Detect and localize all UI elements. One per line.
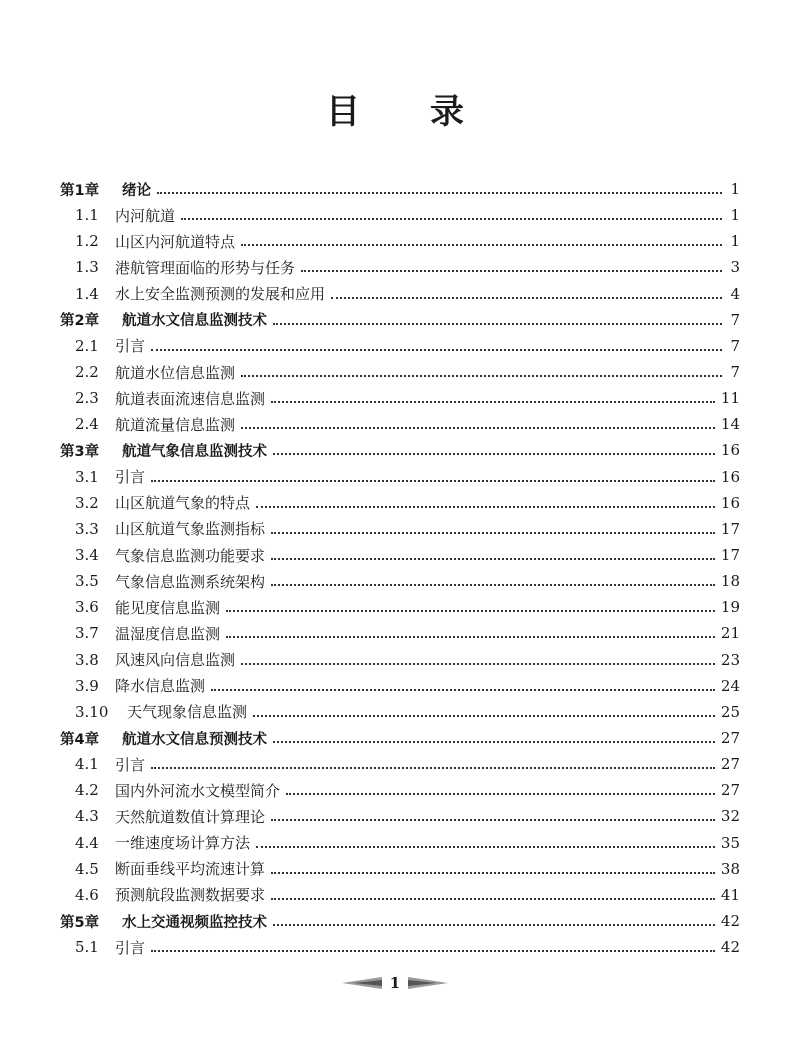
entry-title: 气象信息监测功能要求 bbox=[115, 546, 266, 565]
entry-page-number: 7 bbox=[730, 336, 740, 355]
entry-number: 4.3 bbox=[75, 807, 99, 826]
entry-title: 水上安全监测预测的发展和应用 bbox=[115, 285, 326, 304]
title-char: 录 bbox=[430, 92, 464, 132]
dot-leader bbox=[273, 323, 722, 325]
entry-title: 水上交通视频监控技术 bbox=[122, 914, 267, 931]
page-footer bbox=[0, 974, 790, 992]
entry-page-number: 38 bbox=[720, 859, 740, 878]
toc-section-entry bbox=[60, 777, 740, 803]
toc-section-entry bbox=[60, 568, 740, 594]
entry-number: 第2章 bbox=[60, 313, 100, 330]
toc-section-entry bbox=[60, 856, 740, 882]
dot-leader bbox=[331, 297, 722, 299]
entry-number: 第3章 bbox=[60, 443, 100, 460]
toc-section-entry bbox=[60, 490, 740, 516]
dot-leader bbox=[241, 244, 722, 246]
entry-page-number: 21 bbox=[720, 624, 740, 643]
entry-title: 引言 bbox=[115, 468, 146, 487]
toc-section-entry bbox=[60, 359, 740, 385]
entry-page-number: 16 bbox=[720, 493, 740, 512]
entry-page-number: 18 bbox=[720, 572, 740, 591]
entry-number: 2.3 bbox=[75, 389, 99, 408]
entry-page-number: 35 bbox=[720, 833, 740, 852]
entry-title: 天然航道数值计算理论 bbox=[115, 807, 266, 826]
dot-leader bbox=[301, 270, 722, 272]
entry-number: 3.10 bbox=[75, 702, 109, 721]
dot-leader bbox=[151, 950, 715, 952]
entry-number: 4.6 bbox=[75, 885, 99, 904]
dot-leader bbox=[226, 610, 715, 612]
dot-leader bbox=[271, 401, 715, 403]
entry-number: 1.3 bbox=[75, 258, 99, 277]
entry-page-number: 14 bbox=[720, 415, 740, 434]
toc-section-entry bbox=[60, 882, 740, 908]
title-char: 目 bbox=[326, 92, 360, 132]
left-arrow-ornament-icon bbox=[342, 976, 382, 990]
dot-leader bbox=[151, 480, 715, 482]
dot-leader bbox=[151, 349, 722, 351]
toc-section-entry bbox=[60, 830, 740, 856]
entry-page-number: 1 bbox=[730, 206, 740, 225]
entry-title: 国内外河流水文模型简介 bbox=[115, 781, 281, 800]
entry-title: 气象信息监测系统架构 bbox=[115, 572, 266, 591]
toc-chapter-entry bbox=[60, 725, 740, 751]
entry-title: 内河航道 bbox=[115, 206, 176, 225]
entry-page-number: 4 bbox=[730, 284, 740, 303]
toc-section-entry bbox=[60, 202, 740, 228]
dot-leader bbox=[271, 532, 715, 534]
entry-number: 3.2 bbox=[75, 493, 99, 512]
toc-section-entry bbox=[60, 803, 740, 829]
toc-section-entry bbox=[60, 464, 740, 490]
entry-number: 3.1 bbox=[75, 467, 99, 486]
entry-title: 能见度信息监测 bbox=[115, 598, 221, 617]
entry-title: 山区航道气象监测指标 bbox=[115, 520, 266, 539]
dot-leader bbox=[211, 689, 715, 691]
entry-title: 引言 bbox=[115, 337, 146, 356]
entry-number: 2.1 bbox=[75, 336, 99, 355]
entry-page-number: 27 bbox=[720, 755, 740, 774]
entry-page-number: 27 bbox=[720, 729, 740, 748]
entry-number: 3.8 bbox=[75, 650, 99, 669]
dot-leader bbox=[273, 924, 715, 926]
entry-title: 港航管理面临的形势与任务 bbox=[115, 258, 296, 277]
table-of-contents bbox=[60, 176, 740, 960]
entry-page-number: 25 bbox=[720, 702, 740, 721]
toc-section-entry bbox=[60, 254, 740, 280]
entry-page-number: 11 bbox=[720, 389, 740, 408]
entry-page-number: 23 bbox=[720, 650, 740, 669]
entry-number: 1.1 bbox=[75, 206, 99, 225]
toc-section-entry bbox=[60, 647, 740, 673]
entry-page-number: 17 bbox=[720, 546, 740, 565]
toc-section-entry bbox=[60, 228, 740, 254]
dot-leader bbox=[286, 793, 715, 795]
dot-leader bbox=[273, 741, 715, 743]
entry-number: 第5章 bbox=[60, 914, 100, 931]
entry-title: 引言 bbox=[115, 755, 146, 774]
entry-page-number: 42 bbox=[720, 938, 740, 957]
right-arrow-ornament-icon bbox=[408, 976, 448, 990]
entry-number: 4.5 bbox=[75, 859, 99, 878]
dot-leader bbox=[271, 558, 715, 560]
entry-page-number: 16 bbox=[720, 467, 740, 486]
entry-page-number: 3 bbox=[730, 258, 740, 277]
entry-number: 1.4 bbox=[75, 284, 99, 303]
entry-number: 4.1 bbox=[75, 755, 99, 774]
toc-section-entry bbox=[60, 673, 740, 699]
entry-title: 航道水文信息监测技术 bbox=[122, 313, 267, 330]
entry-title: 引言 bbox=[115, 938, 146, 957]
toc-chapter-entry bbox=[60, 307, 740, 333]
entry-number: 2.4 bbox=[75, 415, 99, 434]
entry-number: 5.1 bbox=[75, 938, 99, 957]
dot-leader bbox=[241, 663, 715, 665]
entry-number: 3.6 bbox=[75, 598, 99, 617]
toc-section-entry bbox=[60, 411, 740, 437]
entry-number: 3.5 bbox=[75, 572, 99, 591]
dot-leader bbox=[256, 506, 715, 508]
toc-section-entry bbox=[60, 751, 740, 777]
toc-section-entry bbox=[60, 594, 740, 620]
entry-number: 2.2 bbox=[75, 363, 99, 382]
dot-leader bbox=[181, 218, 722, 220]
dot-leader bbox=[271, 584, 715, 586]
toc-chapter-entry bbox=[60, 908, 740, 934]
toc-section-entry bbox=[60, 333, 740, 359]
entry-title: 航道水位信息监测 bbox=[115, 363, 236, 382]
entry-title: 航道表面流速信息监测 bbox=[115, 389, 266, 408]
entry-title: 航道流量信息监测 bbox=[115, 415, 236, 434]
dot-leader bbox=[151, 767, 715, 769]
page-title bbox=[0, 84, 790, 133]
toc-section-entry bbox=[60, 620, 740, 646]
toc-section-entry bbox=[60, 699, 740, 725]
toc-section-entry bbox=[60, 281, 740, 307]
dot-leader bbox=[271, 898, 715, 900]
entry-page-number: 19 bbox=[720, 598, 740, 617]
dot-leader bbox=[241, 427, 715, 429]
toc-section-entry bbox=[60, 542, 740, 568]
dot-leader bbox=[273, 453, 715, 455]
entry-number: 4.2 bbox=[75, 781, 99, 800]
dot-leader bbox=[253, 715, 715, 717]
dot-leader bbox=[226, 636, 715, 638]
entry-title: 预测航段监测数据要求 bbox=[115, 886, 266, 905]
entry-number: 3.9 bbox=[75, 676, 99, 695]
dot-leader bbox=[157, 192, 722, 194]
entry-page-number: 27 bbox=[720, 781, 740, 800]
entry-number: 第1章 bbox=[60, 182, 100, 199]
dot-leader bbox=[256, 846, 715, 848]
entry-page-number: 1 bbox=[730, 232, 740, 251]
dot-leader bbox=[241, 375, 722, 377]
entry-page-number: 7 bbox=[730, 310, 740, 329]
entry-title: 天气现象信息监测 bbox=[127, 703, 248, 722]
toc-section-entry bbox=[60, 934, 740, 960]
entry-title: 降水信息监测 bbox=[115, 677, 206, 696]
entry-page-number: 16 bbox=[720, 441, 740, 460]
toc-chapter-entry bbox=[60, 437, 740, 463]
entry-title: 山区航道气象的特点 bbox=[115, 494, 251, 513]
toc-chapter-entry bbox=[60, 176, 740, 202]
entry-title: 航道水文信息预测技术 bbox=[122, 731, 267, 748]
entry-page-number: 17 bbox=[720, 519, 740, 538]
dot-leader bbox=[271, 819, 715, 821]
entry-page-number: 42 bbox=[720, 912, 740, 930]
entry-title: 绪论 bbox=[122, 182, 151, 199]
entry-number: 3.4 bbox=[75, 546, 99, 565]
toc-section-entry bbox=[60, 385, 740, 411]
entry-number: 第4章 bbox=[60, 731, 100, 748]
entry-title: 一维速度场计算方法 bbox=[115, 834, 251, 853]
entry-page-number: 32 bbox=[720, 807, 740, 826]
entry-title: 温湿度信息监测 bbox=[115, 624, 221, 643]
entry-title: 风速风向信息监测 bbox=[115, 651, 236, 670]
entry-number: 3.3 bbox=[75, 519, 99, 538]
entry-number: 4.4 bbox=[75, 833, 99, 852]
entry-number: 3.7 bbox=[75, 624, 99, 643]
entry-page-number: 1 bbox=[730, 180, 740, 199]
entry-title: 山区内河航道特点 bbox=[115, 232, 236, 251]
entry-number: 1.2 bbox=[75, 232, 99, 251]
entry-page-number: 7 bbox=[730, 363, 740, 382]
dot-leader bbox=[271, 872, 715, 874]
toc-section-entry bbox=[60, 516, 740, 542]
entry-title: 航道气象信息监测技术 bbox=[122, 443, 267, 460]
page-number: 1 bbox=[389, 974, 401, 992]
entry-page-number: 41 bbox=[720, 885, 740, 904]
entry-page-number: 24 bbox=[720, 676, 740, 695]
entry-title: 断面垂线平均流速计算 bbox=[115, 860, 266, 879]
